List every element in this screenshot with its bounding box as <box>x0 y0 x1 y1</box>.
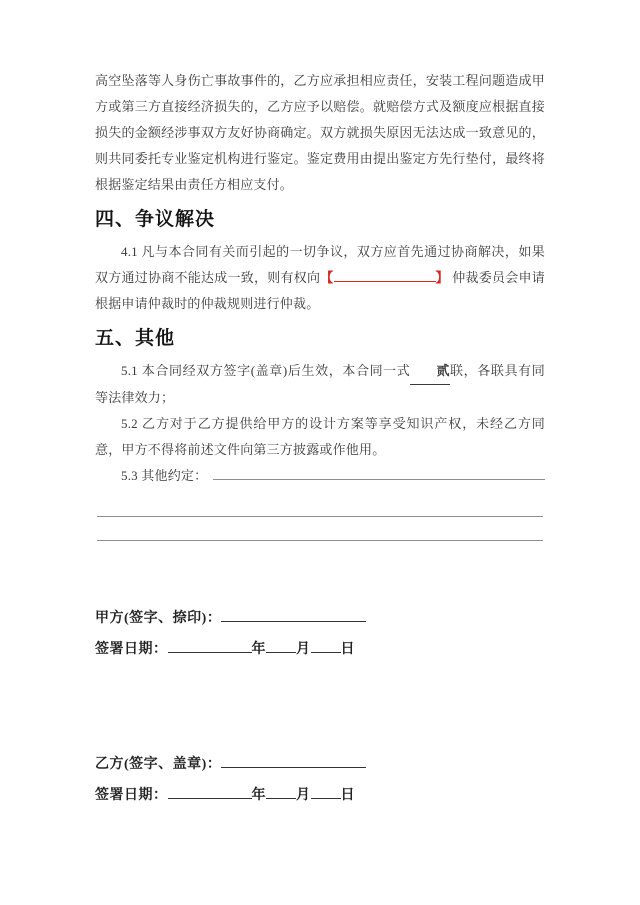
clause-5-1-text-after: 联，各联具有同等法律效力； <box>95 363 545 405</box>
party-a-sign-row <box>95 603 545 634</box>
party-b-month-label: 月 <box>296 788 311 803</box>
liability-compensation-paragraph: 高空坠落等人身伤亡事故事件的，乙方应承担相应责任，安装工程问题造成甲方或第三方直接经济损失的，乙方应予以赔偿。就赔偿方式及额度应根据直接损失的金额经涉事双方友好协商确定。双方就损失原因无法达成一致意见的，则共同委托专业鉴定机构进行鉴定。鉴定费用由提出鉴定方先行垫付，最终将根据鉴定结果由责任方相应支付。 <box>95 73 545 192</box>
party-a-year-label: 年 <box>251 642 266 657</box>
party-a-day-label: 日 <box>340 642 355 657</box>
clause-4-1-paragraph <box>95 239 545 317</box>
clause-5-2-paragraph: 5.2 乙方对于乙方提供给甲方的设计方案等享受知识产权，未经乙方同意，甲方不得将前述文件向第三方披露或作他用。 <box>95 416 545 457</box>
clause-5-1-text-before: 5.1 本合同经双方签字(盖章)后生效，本合同一式 <box>121 363 411 378</box>
section-5-heading: 五、其他 <box>95 328 176 349</box>
party-b-sign-row <box>95 749 545 780</box>
party-a-date-row <box>95 634 545 665</box>
party-a-month-label: 月 <box>296 642 311 657</box>
party-b-year-label: 年 <box>251 788 266 803</box>
party-b-month-blank-field[interactable] <box>266 785 296 799</box>
arbitration-bracket-open: 【 <box>320 270 334 285</box>
clause-4-1-text-before: 4.1 凡与本合同有关而引起的一切争议，双方应首先通过协商解决，如果双方通过协商不能达成一致，则有权向 <box>95 244 545 285</box>
party-a-date-label: 签署日期： <box>95 642 168 657</box>
other-agreements-blank-field-3[interactable] <box>97 517 543 541</box>
other-agreements-blank-field-1[interactable] <box>213 465 545 480</box>
party-b-date-row <box>95 780 545 811</box>
party-a-signature-blank-field[interactable] <box>221 608 366 622</box>
party-b-day-label: 日 <box>340 788 355 803</box>
clause-5-1-paragraph <box>95 358 545 411</box>
arbitration-bracket-close: 】 <box>435 270 449 285</box>
party-b-signature-blank-field[interactable] <box>221 754 366 768</box>
party-b-signature-block <box>95 749 545 811</box>
party-b-day-blank-field[interactable] <box>311 785 341 799</box>
party-b-date-label: 签署日期： <box>95 788 168 803</box>
party-a-signature-block <box>95 603 545 665</box>
party-a-day-blank-field[interactable] <box>311 639 341 653</box>
party-a-year-blank-field[interactable] <box>168 639 252 653</box>
contract-copies-value: 贰 <box>410 358 449 385</box>
clause-4-1-text-after: 仲裁委员会申请根据申请仲裁时的仲裁规则进行仲裁。 <box>95 270 546 311</box>
clause-5-3-row <box>95 463 545 489</box>
other-agreements-blank-field-2[interactable] <box>97 493 543 517</box>
party-b-sign-label: 乙方(签字、盖章)： <box>95 757 222 772</box>
arbitration-committee-blank-field[interactable] <box>334 269 436 282</box>
party-a-sign-label: 甲方(签字、捺印)： <box>95 611 222 626</box>
party-a-month-blank-field[interactable] <box>266 639 296 653</box>
party-b-year-blank-field[interactable] <box>168 785 252 799</box>
clause-5-3-label: 5.3 其他约定： <box>121 468 208 483</box>
section-4-heading: 四、争议解决 <box>95 209 216 230</box>
